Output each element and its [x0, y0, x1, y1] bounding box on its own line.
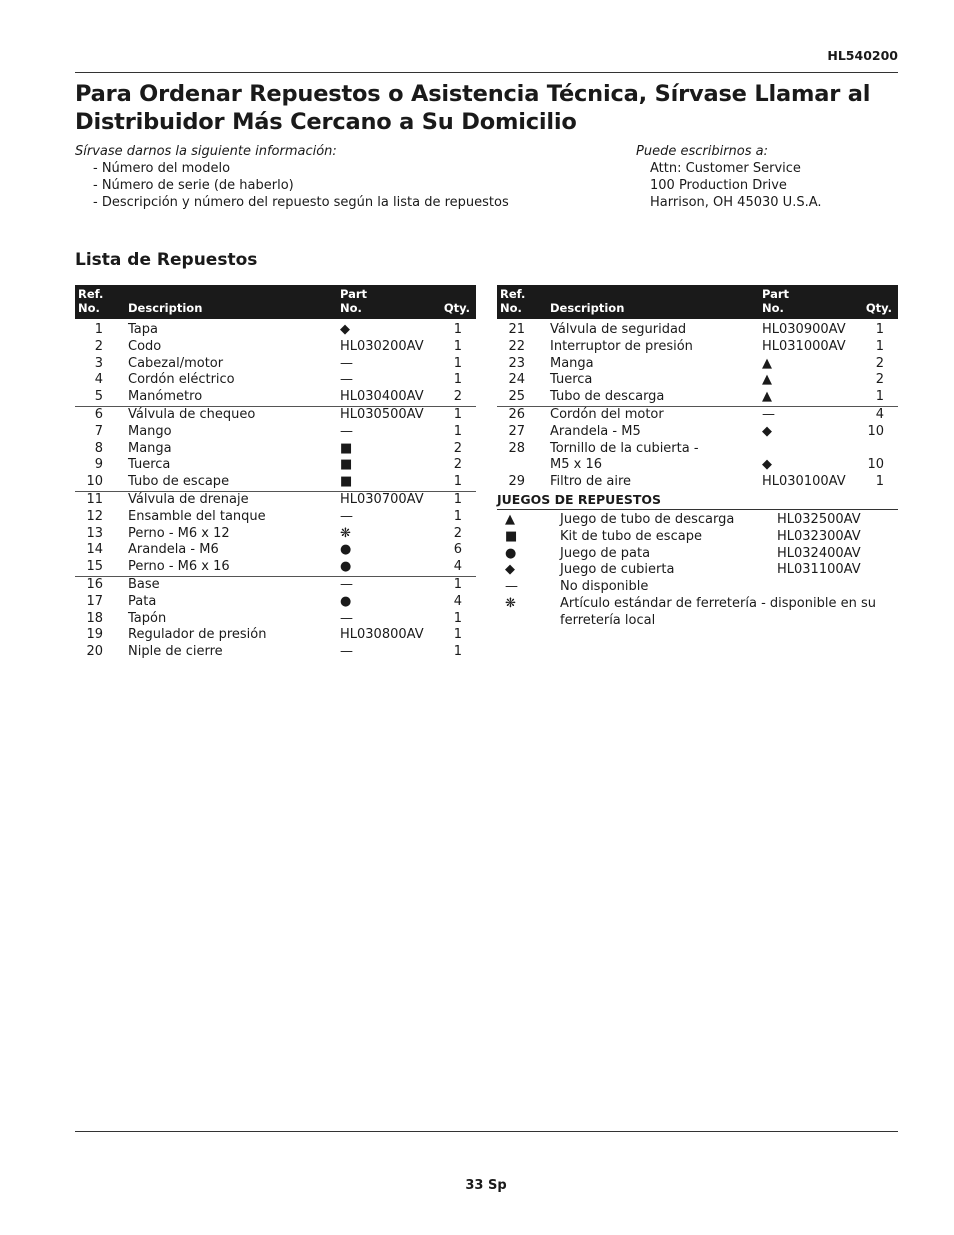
- part-no-cell: ▲: [762, 355, 772, 371]
- ref-no-cell: 20: [86, 644, 103, 660]
- ref-no-cell: 26: [497, 406, 547, 423]
- part-no-cell: ◆: [340, 322, 350, 337]
- part-no-cell: HL030500AV: [337, 406, 431, 423]
- qty-header: Qty.: [431, 285, 476, 319]
- kit-row: [497, 512, 898, 529]
- table-row: [497, 356, 898, 373]
- ref-no-header: Ref. No.: [497, 285, 547, 319]
- qty-cell: 1: [431, 491, 476, 508]
- ref-no-cell: 18: [86, 610, 103, 626]
- qty-cell: 1: [875, 338, 884, 354]
- description-cell: Niple de cierre: [128, 644, 223, 660]
- description-cell: Tornillo de la cubierta -: [550, 440, 699, 456]
- ref-no-header: Ref. No.: [75, 285, 125, 319]
- qty-cell: 4: [853, 406, 898, 423]
- qty-cell: 1: [875, 322, 884, 337]
- description-cell: M5 x 16: [550, 457, 602, 473]
- qty-cell: 1: [453, 508, 462, 524]
- qty-cell: 1: [453, 338, 462, 354]
- table-row: [75, 644, 476, 661]
- ref-no-cell: 5: [94, 389, 103, 405]
- mailing-address-block: [636, 143, 822, 211]
- part-no-header: Part No.: [337, 285, 431, 319]
- ref-no-cell: 25: [508, 389, 525, 405]
- ref-no-cell: 9: [94, 457, 103, 473]
- qty-cell: 10: [867, 457, 884, 473]
- ref-no-cell: 24: [508, 372, 525, 388]
- description-cell: Codo: [128, 338, 162, 354]
- part-no-header: Part No.: [759, 285, 853, 319]
- ref-no-cell: 19: [86, 627, 103, 643]
- parts-table-right: [497, 285, 898, 491]
- page-number: 33 Sp: [465, 1178, 507, 1193]
- table-row: [75, 509, 476, 526]
- kit-description: Juego de tubo de descarga: [560, 512, 735, 527]
- part-no-cell: HL031000AV: [762, 338, 846, 354]
- qty-cell: 2: [453, 440, 462, 456]
- qty-cell: 1: [453, 322, 462, 337]
- part-no-cell: ❋: [340, 525, 351, 541]
- qty-cell: 1: [453, 644, 462, 660]
- model-number: HL540200: [827, 48, 898, 63]
- ref-no-cell: 10: [86, 474, 103, 490]
- kit-description: Juego de cubierta: [560, 562, 675, 578]
- description-cell: Válvula de drenaje: [125, 491, 337, 508]
- part-no-cell: ▲: [762, 372, 772, 388]
- part-no-cell: HL030700AV: [337, 491, 431, 508]
- ref-no-cell: 6: [75, 406, 125, 423]
- kit-symbol: ❋: [505, 595, 516, 611]
- qty-cell: 2: [453, 525, 462, 541]
- kit-row: [497, 596, 898, 630]
- page-title: Para Ordenar Repuestos o Asistencia Técnica, Sírvase Llamar al Distribuidor Más Cercano a Su Domicilio: [75, 81, 871, 135]
- kit-row: [497, 579, 898, 596]
- part-no-cell: ◆: [762, 457, 772, 473]
- ref-no-cell: 23: [508, 355, 525, 371]
- kit-part-number: HL032500AV: [777, 512, 861, 527]
- ref-no-cell: 22: [508, 338, 525, 354]
- part-no-cell: HL030400AV: [340, 389, 424, 405]
- description-cell: Pata: [128, 593, 157, 609]
- table-row: [497, 319, 898, 339]
- part-no-cell: —: [340, 644, 353, 660]
- qty-cell: 6: [453, 542, 462, 558]
- ref-no-cell: 7: [94, 423, 103, 439]
- kit-description: Kit de tubo de escape: [560, 528, 702, 544]
- table-row: [497, 372, 898, 389]
- info-request-item: - Número de serie (de haberlo): [93, 178, 294, 193]
- description-cell: Cordón eléctrico: [128, 372, 235, 388]
- ref-no-cell: 14: [86, 542, 103, 558]
- table-row: [497, 474, 898, 491]
- description-cell: Manga: [128, 440, 172, 456]
- description-cell: Tubo de descarga: [550, 389, 665, 405]
- ref-no-cell: 11: [75, 491, 125, 508]
- table-row: [75, 457, 476, 474]
- ref-no-cell: 17: [86, 593, 103, 609]
- table-row: [75, 611, 476, 628]
- kit-description: Artículo estándar de ferretería - disponible en su ferretería local: [560, 595, 876, 628]
- kit-row: [497, 562, 898, 579]
- qty-cell: [853, 441, 898, 458]
- table-row: [75, 627, 476, 644]
- table-row: [497, 406, 898, 423]
- table-row: [75, 526, 476, 543]
- description-cell: Interruptor de presión: [550, 338, 693, 354]
- description-cell: Válvula de seguridad: [550, 322, 687, 337]
- ref-no-cell: 28: [508, 440, 525, 456]
- qty-cell: 1: [453, 355, 462, 371]
- qty-cell: 1: [453, 627, 462, 643]
- ref-no-cell: 1: [94, 322, 103, 337]
- table-row: [75, 356, 476, 373]
- kit-part-number: [777, 579, 898, 596]
- qty-cell: 1: [453, 610, 462, 626]
- ref-no-cell: 3: [94, 355, 103, 371]
- table-row: [497, 457, 898, 474]
- mailing-address-line: Harrison, OH 45030 U.S.A.: [650, 195, 822, 210]
- table-row: [75, 542, 476, 559]
- kit-part-number: HL031100AV: [777, 562, 861, 578]
- ref-no-cell: 13: [86, 525, 103, 541]
- description-cell: Mango: [128, 423, 172, 439]
- repair-kits-table: [497, 512, 898, 630]
- qty-cell: 2: [875, 372, 884, 388]
- part-no-cell: —: [340, 355, 353, 371]
- mailing-address-heading: Puede escribirnos a:: [636, 144, 768, 159]
- description-cell: Tapón: [128, 610, 167, 626]
- description-cell: Tapa: [128, 322, 158, 337]
- ref-no-cell: 21: [508, 322, 525, 337]
- part-no-cell: —: [340, 423, 353, 439]
- qty-cell: 1: [875, 389, 884, 405]
- info-request-heading: Sírvase darnos la siguiente información:: [75, 144, 337, 159]
- description-cell: Arandela - M5: [550, 423, 641, 439]
- qty-cell: 1: [431, 576, 476, 593]
- kit-description: No disponible: [560, 579, 649, 595]
- table-row: [75, 576, 476, 593]
- description-cell: Válvula de chequeo: [125, 406, 337, 423]
- part-no-cell: —: [337, 576, 431, 593]
- description-cell: Perno - M6 x 16: [128, 559, 230, 575]
- table-row: [75, 441, 476, 458]
- part-no-cell: HL030100AV: [762, 474, 846, 490]
- ref-no-cell: 29: [508, 474, 525, 490]
- description-cell: Manga: [550, 355, 594, 371]
- part-no-cell: ▲: [762, 389, 772, 405]
- parts-table-left: [75, 285, 476, 661]
- mailing-address-line: Attn: Customer Service: [650, 161, 801, 176]
- description-header: Description: [547, 285, 759, 319]
- part-no-cell: —: [759, 406, 853, 423]
- table-row: [75, 406, 476, 423]
- qty-cell: 2: [453, 457, 462, 473]
- kit-row: [497, 529, 898, 546]
- description-cell: Tuerca: [550, 372, 593, 388]
- qty-cell: 1: [875, 474, 884, 490]
- part-no-cell: ●: [340, 542, 352, 558]
- description-cell: Manómetro: [128, 389, 203, 405]
- info-request-item: - Número del modelo: [93, 161, 231, 176]
- part-no-cell: ●: [340, 593, 352, 609]
- table-row: [497, 339, 898, 356]
- description-header: Description: [125, 285, 337, 319]
- part-no-cell: HL030200AV: [340, 338, 424, 354]
- part-no-cell: ■: [340, 474, 353, 490]
- kit-symbol: ■: [505, 528, 518, 544]
- table-row: [75, 319, 476, 339]
- description-cell: Filtro de aire: [550, 474, 632, 490]
- description-cell: Regulador de presión: [128, 627, 267, 643]
- ref-no-cell: 12: [86, 508, 103, 524]
- table-row: [75, 559, 476, 576]
- kit-part-number: HL032400AV: [777, 545, 861, 561]
- table-row: [497, 389, 898, 406]
- description-cell: Tubo de escape: [128, 474, 230, 490]
- part-no-cell: ■: [340, 440, 353, 456]
- description-cell: Cabezal/motor: [128, 355, 224, 371]
- table-header-row: [497, 285, 898, 319]
- part-no-cell: [759, 441, 853, 458]
- parts-list-title: Lista de Repuestos: [75, 250, 258, 270]
- table-row: [75, 339, 476, 356]
- description-cell: Base: [125, 576, 337, 593]
- ref-no-cell: 15: [86, 559, 103, 575]
- description-cell: Cordón del motor: [547, 406, 759, 423]
- description-cell: Perno - M6 x 12: [128, 525, 230, 541]
- part-no-cell: —: [340, 610, 353, 626]
- table-row: [497, 424, 898, 441]
- qty-header: Qty.: [853, 285, 898, 319]
- description-cell: Ensamble del tanque: [128, 508, 266, 524]
- qty-cell: 1: [453, 474, 462, 490]
- qty-cell: 4: [453, 559, 462, 575]
- kit-part-number: HL032300AV: [777, 528, 861, 544]
- table-row: [75, 424, 476, 441]
- ref-no-cell: 2: [94, 338, 103, 354]
- kit-symbol: —: [505, 579, 518, 595]
- ref-no-cell: 8: [94, 440, 103, 456]
- part-no-cell: ◆: [762, 423, 772, 439]
- table-row: [75, 594, 476, 611]
- part-no-cell: —: [340, 508, 353, 524]
- ref-no-cell: 16: [75, 576, 125, 593]
- qty-cell: 10: [867, 423, 884, 439]
- part-no-cell: —: [340, 372, 353, 388]
- part-no-cell: ●: [340, 559, 352, 575]
- qty-cell: 1: [431, 406, 476, 423]
- mailing-address-line: 100 Production Drive: [650, 178, 787, 193]
- qty-cell: 2: [875, 355, 884, 371]
- qty-cell: 1: [453, 423, 462, 439]
- table-row: [75, 372, 476, 389]
- ref-no-cell: 4: [94, 372, 103, 388]
- qty-cell: 1: [453, 372, 462, 388]
- info-request-block: [75, 143, 509, 211]
- table-row: [75, 474, 476, 491]
- qty-cell: 2: [453, 389, 462, 405]
- info-request-item: - Descripción y número del repuesto según la lista de repuestos: [93, 195, 509, 210]
- top-divider: [75, 72, 898, 73]
- table-row: [75, 389, 476, 406]
- kit-symbol: ▲: [505, 512, 515, 527]
- description-cell: Arandela - M6: [128, 542, 219, 558]
- kit-symbol: ●: [505, 545, 517, 561]
- description-cell: Tuerca: [128, 457, 171, 473]
- kit-symbol: ◆: [505, 562, 515, 578]
- qty-cell: 4: [453, 593, 462, 609]
- kit-row: [497, 546, 898, 563]
- ref-no-cell: [497, 457, 547, 474]
- repair-kits-heading: JUEGOS DE REPUESTOS: [497, 492, 898, 510]
- table-row: [497, 441, 898, 458]
- ref-no-cell: 27: [508, 423, 525, 439]
- part-no-cell: ■: [340, 457, 353, 473]
- table-row: [75, 491, 476, 508]
- repair-kits-section: [497, 492, 898, 630]
- kit-description: Juego de pata: [560, 545, 651, 561]
- bottom-divider: [75, 1131, 898, 1132]
- part-no-cell: HL030800AV: [340, 627, 424, 643]
- part-no-cell: HL030900AV: [762, 322, 846, 337]
- table-header-row: [75, 285, 476, 319]
